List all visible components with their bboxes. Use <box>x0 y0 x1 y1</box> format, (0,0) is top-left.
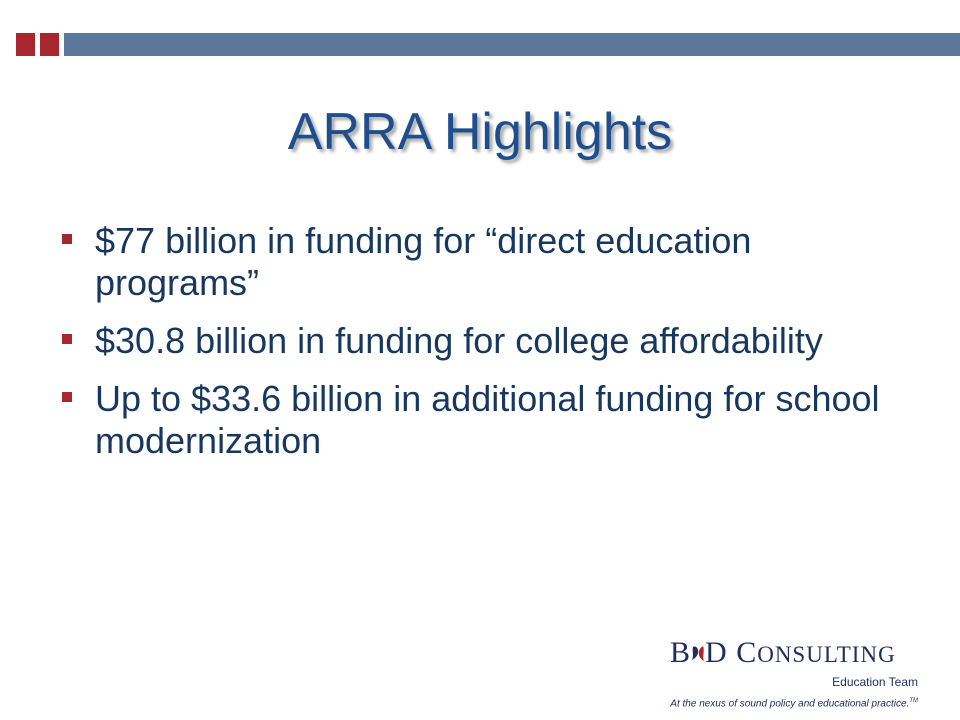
square-bullet-icon <box>62 392 72 402</box>
logo-team-label: Education Team <box>832 675 918 689</box>
logo-tagline <box>670 694 918 711</box>
top-decorative-bar <box>0 33 960 56</box>
square-bullet-icon <box>62 334 72 344</box>
logo-tagline-text: At the nexus of sound policy and educational practice. <box>670 698 910 710</box>
square-bullet-icon <box>62 234 72 244</box>
company-logo <box>640 634 940 714</box>
bullet-text: $77 billion in funding for “direct education programs” <box>95 220 752 303</box>
bullet-item <box>62 220 922 304</box>
hands-mark-svg <box>691 643 705 663</box>
logo-letter-b: B <box>670 636 692 669</box>
accent-square <box>16 33 35 56</box>
header-band <box>64 33 960 56</box>
logo-wordmark <box>670 634 938 672</box>
bullet-text: $30.8 billion in funding for college affordability <box>95 320 823 361</box>
logo-letter-c: C <box>736 636 758 669</box>
hands-mark-icon <box>691 635 705 655</box>
trademark-mark: TM <box>909 698 918 704</box>
bullet-list <box>62 220 922 478</box>
logo-letter-d: D <box>705 636 728 669</box>
slide-title: ARRA Highlights <box>287 103 673 161</box>
bullet-item <box>62 320 922 362</box>
logo-word-rest: ONSULTING <box>757 642 896 667</box>
bullet-item <box>62 378 922 462</box>
accent-square <box>40 33 59 56</box>
bullet-text: Up to $33.6 billion in additional funding for school modernization <box>95 378 880 461</box>
